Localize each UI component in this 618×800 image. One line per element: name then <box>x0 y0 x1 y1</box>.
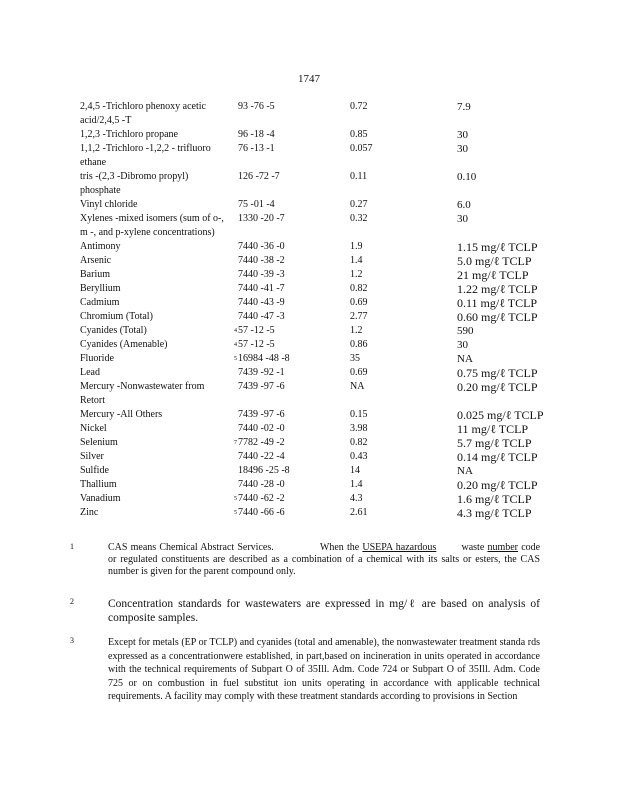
table-row <box>80 198 550 212</box>
constituent-name: Selenium <box>80 437 118 448</box>
cas-number: 7440 -36 -0 <box>238 241 285 252</box>
nonwastewater-standard: 30 <box>457 143 468 155</box>
nonwastewater-standard: 5.7 mg/ℓ TCLP <box>457 436 532 450</box>
constituent-name: Beryllium <box>80 283 121 294</box>
constituent-name: Cyanides (Amenable) <box>80 339 168 350</box>
constituent-name: Cyanides (Total) <box>80 325 147 336</box>
table-row <box>80 310 550 324</box>
nonwastewater-standard: 1.6 mg/ℓ TCLP <box>457 492 532 506</box>
footnote-text-part: number <box>487 542 518 553</box>
cas-number: 7439 -97 -6 <box>238 409 285 420</box>
cas-number: 7440 -38 -2 <box>238 255 285 266</box>
cas-number: 7440 -43 -9 <box>238 297 285 308</box>
table-row <box>80 422 550 436</box>
wastewater-standard: 0.69 <box>350 367 368 378</box>
table-row <box>80 296 550 310</box>
nonwastewater-standard: 30 <box>457 129 468 141</box>
footnote-text-part: waste <box>461 542 485 553</box>
nonwastewater-standard: 0.75 mg/ℓ TCLP <box>457 366 538 380</box>
nonwastewater-standard: 7.9 <box>457 101 471 113</box>
cas-number: 18496 -25 -8 <box>238 465 290 476</box>
constituent-name: Silver <box>80 451 104 462</box>
wastewater-standard: 2.77 <box>350 311 368 322</box>
wastewater-standard: 1.4 <box>350 255 363 266</box>
nonwastewater-standard: 0.10 <box>457 171 477 183</box>
footnote-text-part: USEPA hazardous <box>362 542 437 553</box>
nonwastewater-standard: 21 mg/ℓ TCLP <box>457 268 529 282</box>
wastewater-standard: 14 <box>350 465 360 476</box>
table-row <box>80 478 550 492</box>
table-row <box>80 380 550 408</box>
wastewater-standard: NA <box>350 381 365 392</box>
footnote-ref: 5 <box>234 496 237 502</box>
footnote-text-part: When the <box>319 542 360 553</box>
cas-number: 7439 -92 -1 <box>238 367 285 378</box>
constituent-name: 1,1,2 -Trichloro -1,2,2 - trifluoro ethane <box>80 143 211 168</box>
nonwastewater-standard: 590 <box>457 325 474 337</box>
footnote-number: 2 <box>70 597 74 606</box>
nonwastewater-standard: 1.22 mg/ℓ TCLP <box>457 282 538 296</box>
footnote-ref: 5 <box>234 510 237 516</box>
footnote-text: Except for metals (EP or TCLP) and cyanides (total and amenable), the nonwastewater treatment standa rds expressed as a concentrationwere established, in part,based on incineration in units operated in accordance with the technical requirements of Subpart O of 35Ill. Adm. Code 724 or Subpart O of 35Ill. Adm. Code 725 or on combustion in fuel substitut ion units operating in accordance with applicable technical requirements. A facility may comply with these treatment standards according to provisions in Section <box>108 637 540 702</box>
constituent-name: Zinc <box>80 507 99 518</box>
wastewater-standard: 0.69 <box>350 297 368 308</box>
cas-number: 7440 -41 -7 <box>238 283 285 294</box>
wastewater-standard: 1.4 <box>350 479 363 490</box>
nonwastewater-standard: NA <box>457 353 473 365</box>
wastewater-standard: 0.11 <box>350 171 368 182</box>
footnote-ref: 4 <box>234 342 237 348</box>
cas-number: 7439 -97 -6 <box>238 381 285 392</box>
cas-number: 7440 -62 -2 <box>238 493 285 504</box>
footnote-ref: 4 <box>234 328 237 334</box>
nonwastewater-standard: 30 <box>457 339 468 351</box>
table-row <box>80 324 550 338</box>
cas-number: 1330 -20 -7 <box>238 213 285 224</box>
constituent-name: Arsenic <box>80 255 112 266</box>
constituent-name: Sulfide <box>80 465 109 476</box>
constituent-name: Barium <box>80 269 110 280</box>
nonwastewater-standard: 1.15 mg/ℓ TCLP <box>457 240 538 254</box>
constituent-name: 1,2,3 -Trichloro propane <box>80 129 178 140</box>
wastewater-standard: 0.82 <box>350 283 368 294</box>
footnote-number: 3 <box>70 636 74 645</box>
footnote-ref: 7 <box>234 440 237 446</box>
cas-number: 7440 -39 -3 <box>238 269 285 280</box>
wastewater-standard: 0.057 <box>350 143 373 154</box>
wastewater-standard: 2.61 <box>350 507 368 518</box>
footnote-text <box>108 542 540 578</box>
nonwastewater-standard: 0.20 mg/ℓ TCLP <box>457 478 538 492</box>
constituent-name: Chromium (Total) <box>80 311 153 322</box>
nonwastewater-standard: 30 <box>457 213 468 225</box>
cas-number: 7440 -02 -0 <box>238 423 285 434</box>
wastewater-standard: 0.43 <box>350 451 368 462</box>
cas-number: 7782 -49 -2 <box>238 437 285 448</box>
cas-number: 57 -12 -5 <box>238 325 275 336</box>
table-row <box>80 352 550 366</box>
wastewater-standard: 0.86 <box>350 339 368 350</box>
constituent-name: Vanadium <box>80 493 121 504</box>
nonwastewater-standard: 0.20 mg/ℓ TCLP <box>457 380 538 394</box>
wastewater-standard: 0.15 <box>350 409 368 420</box>
wastewater-standard: 0.27 <box>350 199 368 210</box>
nonwastewater-standard: 0.14 mg/ℓ TCLP <box>457 450 538 464</box>
table-row <box>80 240 550 254</box>
cas-number: 7440 -28 -0 <box>238 479 285 490</box>
constituent-name: Mercury -Nonwastewater from Retort <box>80 381 205 406</box>
constituent-name: Thallium <box>80 479 117 490</box>
nonwastewater-standard: 5.0 mg/ℓ TCLP <box>457 254 532 268</box>
table-row <box>80 142 550 170</box>
wastewater-standard: 0.85 <box>350 129 368 140</box>
table-row <box>80 366 550 380</box>
table-row <box>80 282 550 296</box>
wastewater-standard: 0.32 <box>350 213 368 224</box>
cas-number: 126 -72 -7 <box>238 171 280 182</box>
nonwastewater-standard: 0.11 mg/ℓ TCLP <box>457 296 538 310</box>
table-row <box>80 268 550 282</box>
cas-number: 16984 -48 -8 <box>238 353 290 364</box>
table-row <box>80 450 550 464</box>
nonwastewater-standard: 6.0 <box>457 199 471 211</box>
footnote-text: Concentration standards for wastewaters are expressed in mg/ℓ are based on analysis of composite samples. <box>108 598 540 624</box>
cas-number: 7440 -66 -6 <box>238 507 285 518</box>
cas-number: 93 -76 -5 <box>238 101 275 112</box>
cas-number: 76 -13 -1 <box>238 143 275 154</box>
constituent-name: tris -(2,3 -Dibromo propyl) phosphate <box>80 171 189 196</box>
constituent-name: Antimony <box>80 241 121 252</box>
nonwastewater-standard: 4.3 mg/ℓ TCLP <box>457 506 532 520</box>
wastewater-standard: 4.3 <box>350 493 363 504</box>
nonwastewater-standard: 0.60 mg/ℓ TCLP <box>457 310 538 324</box>
table-row <box>80 212 550 240</box>
wastewater-standard: 0.82 <box>350 437 368 448</box>
constituent-name: Mercury -All Others <box>80 409 163 420</box>
cas-number: 96 -18 -4 <box>238 129 275 140</box>
nonwastewater-standard: 11 mg/ℓ TCLP <box>457 422 529 436</box>
cas-number: 7440 -47 -3 <box>238 311 285 322</box>
constituent-table <box>80 100 550 520</box>
constituent-name: Lead <box>80 367 100 378</box>
wastewater-standard: 1.2 <box>350 269 363 280</box>
nonwastewater-standard: NA <box>457 465 473 477</box>
constituent-name: Fluoride <box>80 353 114 364</box>
constituent-name: Nickel <box>80 423 107 434</box>
cas-number: 75 -01 -4 <box>238 199 275 210</box>
footnote-number: 1 <box>70 542 74 551</box>
table-row <box>80 100 550 128</box>
table-row <box>80 254 550 268</box>
table-row <box>80 170 550 198</box>
wastewater-standard: 1.9 <box>350 241 363 252</box>
table-row <box>80 464 550 478</box>
constituent-name: Xylenes -mixed isomers (sum of o-, m -, and p-xylene concentrations) <box>80 213 224 238</box>
constituent-name: Vinyl chloride <box>80 199 138 210</box>
cas-number: 7440 -22 -4 <box>238 451 285 462</box>
constituent-name: 2,4,5 -Trichloro phenoxy acetic acid/2,4,5 -T <box>80 101 206 126</box>
constituent-name: Cadmium <box>80 297 120 308</box>
table-row <box>80 506 550 520</box>
wastewater-standard: 3.98 <box>350 423 368 434</box>
wastewater-standard: 0.72 <box>350 101 368 112</box>
footnote-text-part: CAS means Chemical Abstract Services. <box>108 542 274 553</box>
table-row <box>80 128 550 142</box>
table-row <box>80 408 550 422</box>
cas-number: 57 -12 -5 <box>238 339 275 350</box>
page-number: 1747 <box>298 73 320 85</box>
footnote-text-part: code or regulated constituents are described as a combination of a chemical with its salts or esters, the CAS number is given for the parent compound only. <box>108 542 541 577</box>
table-row <box>80 338 550 352</box>
table-row <box>80 436 550 450</box>
footnote-ref: 5 <box>234 356 237 362</box>
nonwastewater-standard: 0.025 mg/ℓ TCLP <box>457 408 544 422</box>
wastewater-standard: 1.2 <box>350 325 363 336</box>
table-row <box>80 492 550 506</box>
wastewater-standard: 35 <box>350 353 360 364</box>
